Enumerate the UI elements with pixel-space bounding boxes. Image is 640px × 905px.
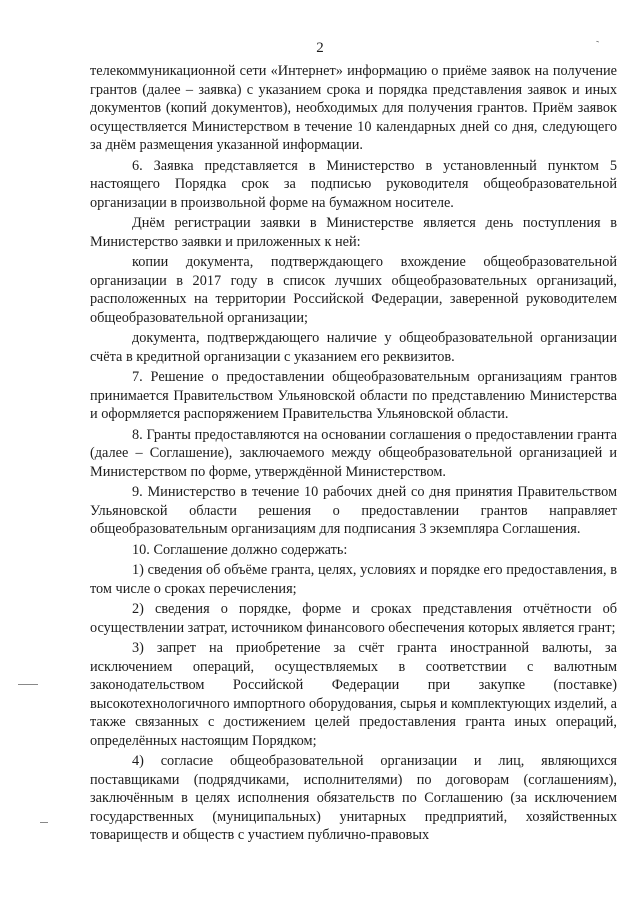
paragraph: 1) сведения об объёме гранта, целях, условиях и порядке его предоставления, в том числе о сроках перечисления; bbox=[90, 562, 617, 597]
margin-mark bbox=[18, 684, 38, 685]
paragraph: 3) запрет на приобретение за счёт гранта иностранной валюты, за исключением операций, осуществляемых в соответствии с валютным законодательством Российской Федерации при закупке (поставке) высокотехнологичного импортного оборудования, сырья и комплектующих изделий, а также связанных с достижением целей предоставления гранта иных операций, определённых настоящим Порядком; bbox=[90, 640, 617, 749]
paragraph: 9. Министерство в течение 10 рабочих дней со дня принятия Правительством Ульяновской области решения о предоставлении грантов направляет общеобразовательным организациям для подписания 3 экземпляра Соглашения. bbox=[90, 484, 617, 537]
paragraph: 7. Решение о предоставлении общеобразовательным организациям грантов принимается Правительством Ульяновской области по представлению Министерства и оформляется распоряжением Правительства Ульяновской области. bbox=[90, 369, 617, 422]
paragraph: 6. Заявка представляется в Министерство в установленный пунктом 5 настоящего Порядка срок за подписью руководителя общеобразовательной организации в произвольной форме на бумажном носителе. bbox=[90, 157, 617, 211]
paragraph: телекоммуникационной сети «Интернет» информацию о приёме заявок на получение грантов (далее – заявка) с указанием срока и порядка представления заявок и иных документов (копий документов), необходимых для получения грантов. Приём заявок осуществляется Министерством в течение 10 календарных дней со дня, следующего за днём размещения указанной информации. bbox=[90, 63, 617, 153]
paragraph: 4) согласие общеобразовательной организации и лиц, являющихся поставщиками (подрядчиками, исполнителями) по договорам (соглашениям), заключённым в целях исполнения обязательств по Соглашению (за исключением государственных (муниципальных) унитарных предприятий, хозяйственных товариществ и обществ с участием публично-правовых bbox=[90, 753, 617, 843]
paragraph: 10. Соглашение должно содержать: bbox=[132, 541, 348, 558]
paragraph: 8. Гранты предоставляются на основании соглашения о предоставлении гранта (далее – Соглашение), заключаемого между общеобразовательной организацией и Министерством по форме, утверждённой Министерством. bbox=[90, 426, 617, 480]
paragraph: 2) сведения о порядке, форме и сроках представления отчётности об осуществлении затрат, источником финансового обеспечения которых является грант; bbox=[90, 601, 617, 636]
document-body bbox=[90, 62, 617, 847]
margin-mark bbox=[40, 822, 48, 823]
paragraph: документа, подтверждающего наличие у общеобразовательной организации счёта в кредитной организации с указанием его реквизитов. bbox=[90, 330, 617, 365]
paragraph: Днём регистрации заявки в Министерстве является день поступления в Министерство заявки и приложенных к ней: bbox=[90, 215, 617, 250]
paragraph: копии документа, подтверждающего вхождение общеобразовательной организации в 2017 году в список лучших общеобразовательных организаций, расположенных на территории Российской Федерации, заверенной руководителем общеобразовательной организации; bbox=[90, 254, 617, 326]
corner-mark: - bbox=[594, 35, 602, 48]
page-number: 2 bbox=[316, 40, 324, 56]
